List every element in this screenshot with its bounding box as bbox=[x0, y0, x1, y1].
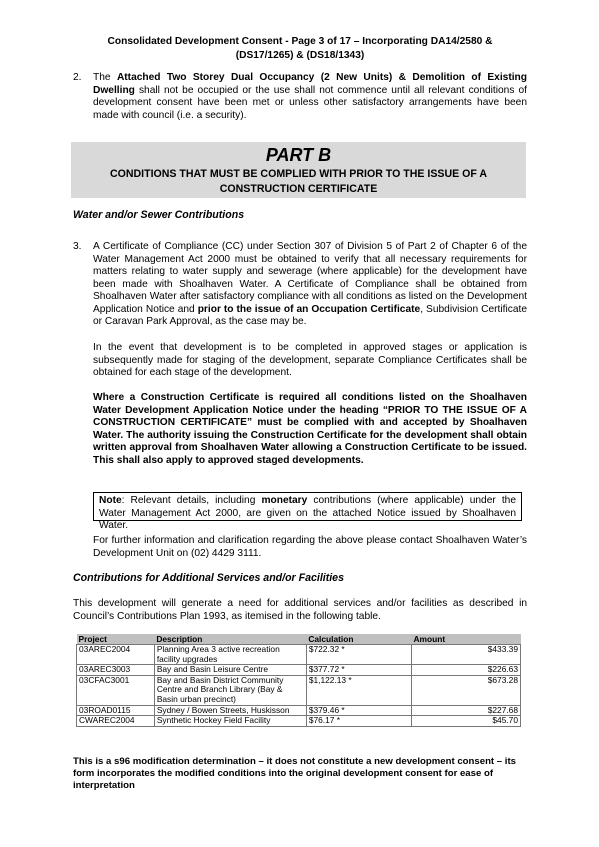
table-row bbox=[77, 716, 521, 727]
item-2-number: 2. bbox=[73, 72, 82, 83]
contributions-table bbox=[76, 634, 521, 727]
part-b-banner bbox=[71, 142, 526, 198]
project-cell: 03AREC2004 bbox=[77, 645, 155, 665]
table-row bbox=[77, 645, 521, 665]
project-cell: 03AREC3003 bbox=[77, 665, 155, 676]
part-b-title: PART B bbox=[265, 145, 332, 165]
calculation-cell: $377.72 * bbox=[306, 665, 411, 676]
table-row bbox=[77, 675, 521, 705]
item-3-number: 3. bbox=[73, 241, 82, 252]
description-cell: Sydney / Bowen Streets, Huskisson bbox=[154, 705, 306, 716]
table-row bbox=[77, 705, 521, 716]
item-3-paragraph-4: For further information and clarification regarding the above please contact Shoalhaven Water’s Development Unit on (02) 4429 3111. bbox=[93, 535, 527, 559]
column-header: Calculation bbox=[306, 634, 411, 645]
item-3-paragraph-1: A Certificate of Compliance (CC) under Section 307 of Division 5 of Part 2 of Chapter 6 of the Water Management Act 2000 must be obtained to verify that all necessary requirements for matters relating to water supply and sewerage (where applicable) for the development have been made with Shoalhaven Water. A Certificate of Compliance shall be obtained from Shoalhaven Water after satisfactory compliance with all conditions as listed on the Development Application Notice and prior to the issue of an Occupation Certificate, Subdivision Certificate or Caravan Park Approval, as the case may be. bbox=[93, 241, 527, 327]
water-heading: Water and/or Sewer Contributions bbox=[73, 209, 245, 221]
calculation-cell: $1,122.13 * bbox=[306, 675, 411, 705]
amount-cell: $673.28 bbox=[411, 675, 520, 705]
description-cell: Bay and Basin Leisure Centre bbox=[154, 665, 306, 676]
project-cell: 03ROAD0115 bbox=[77, 705, 155, 716]
column-header: Project bbox=[77, 634, 155, 645]
description-cell: Synthetic Hockey Field Facility bbox=[154, 716, 306, 727]
item-3-paragraph-3: Where a Construction Certificate is required all conditions listed on the Shoalhaven Water Development Application Notice under the heading “PRIOR TO THE ISSUE OF A CONSTRUCTION CERTIFICATE” must be complied with and accepted by Shoalhaven Water. The authority issuing the Construction Certificate for the development shall obtain written approval from Shoalhaven Water allowing a Construction Certificate to be issued. This shall also apply to approved staged developments. bbox=[93, 392, 527, 466]
item-2-paragraph: The Attached Two Storey Dual Occupancy (2 New Units) & Demolition of Existing Dwelling shall not be occupied or the use shall not commence until all relevant conditions of development consent have been met or unless other satisfactory arrangements have been made with council (i.e. a security). bbox=[93, 72, 528, 121]
part-b-subtitle-1: CONDITIONS THAT MUST BE COMPLIED WITH PRIOR TO THE ISSUE OF A bbox=[109, 168, 488, 180]
amount-cell: $45.70 bbox=[411, 716, 520, 727]
item-3-paragraph-2: In the event that development is to be completed in approved stages or application is subsequently made for staging of the development, separate Compliance Certificates shall be obtained for each stage of the development. bbox=[93, 342, 527, 378]
table-row bbox=[77, 665, 521, 676]
description-cell: Bay and Basin District Community Centre and Branch Library (Bay & Basin urban precinct) bbox=[154, 675, 306, 705]
amount-cell: $227.68 bbox=[411, 705, 520, 716]
header-line-2: (DS17/1265) & (DS18/1343) bbox=[235, 50, 365, 61]
contributions-heading: Contributions for Additional Services and/or Facilities bbox=[73, 572, 344, 584]
amount-cell: $226.63 bbox=[411, 665, 520, 676]
calculation-cell: $379.46 * bbox=[306, 705, 411, 716]
amount-cell: $433.39 bbox=[411, 645, 520, 665]
project-cell: CWAREC2004 bbox=[77, 716, 155, 727]
page-header bbox=[60, 35, 540, 63]
header-line-1: Consolidated Development Consent - Page 3 of 17 – Incorporating DA14/2580 & bbox=[107, 36, 493, 47]
modification-note: This is a s96 modification determination – it does not constitute a new development consent – its form incorporates the modified conditions into the original development consent for ease of interpretation bbox=[73, 756, 516, 791]
part-b-subtitle-2: CONSTRUCTION CERTIFICATE bbox=[219, 183, 378, 195]
table-header-row bbox=[77, 634, 521, 645]
column-header: Amount bbox=[411, 634, 520, 645]
project-cell: 03CFAC3001 bbox=[77, 675, 155, 705]
calculation-cell: $722.32 * bbox=[306, 645, 411, 665]
column-header: Description bbox=[154, 634, 306, 645]
calculation-cell: $76.17 * bbox=[306, 716, 411, 727]
note-box: Note: Relevant details, including monetary contributions (where applicable) under the Water Management Act 2000, are given on the attached Notice issued by Shoalhaven Water. bbox=[93, 492, 522, 521]
item-2-bold: Attached Two Storey Dual Occupancy (2 New Units) & Demolition of Existing Dwelling bbox=[93, 72, 528, 96]
contributions-intro: This development will generate a need for additional services and/or facilities as described in Council’s Contributions Plan 1993, as itemised in the following table. bbox=[73, 598, 527, 622]
description-cell: Planning Area 3 active recreation facility upgrades bbox=[154, 645, 306, 665]
